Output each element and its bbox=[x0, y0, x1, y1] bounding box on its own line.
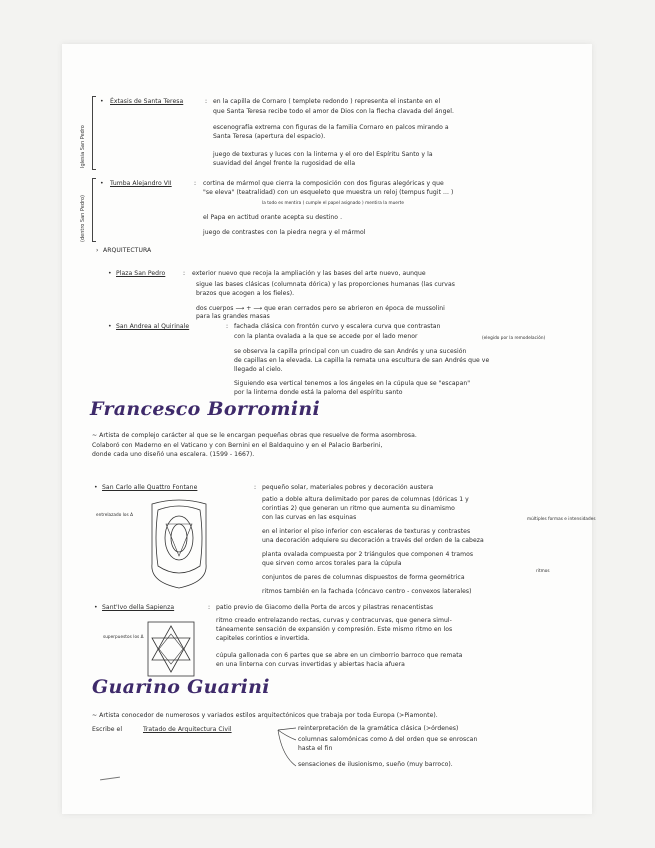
text-line: escenografía extrema con figuras de la familia Cornaro en palcos mirando a bbox=[213, 124, 449, 131]
text-line: Escribe el bbox=[92, 726, 123, 733]
colon: : bbox=[194, 180, 197, 187]
text-line: en una linterna con curvas invertidas y abiertas hacia afuera bbox=[216, 661, 405, 668]
text-line: suavidad del ángel frente la rugosidad de ella bbox=[213, 160, 356, 167]
text-line: que sirven como arcos torales para la cúpula bbox=[262, 560, 402, 567]
text-line: el Papa en actitud orante acepta su destino . bbox=[203, 214, 343, 221]
bracket-2 bbox=[92, 178, 96, 242]
side-note: múltiples formas e intensidades bbox=[527, 516, 596, 521]
figure-label-carlo: entrelazado los Δ bbox=[96, 512, 134, 517]
side-note: (elegido por la remodelación) bbox=[482, 335, 546, 340]
text-line: juego de contrastes con la piedra negra y el mármol bbox=[203, 229, 366, 236]
text-line: una decoración adquiere su decoración a través del orden de la cabeza bbox=[262, 537, 484, 544]
text-line: de capillas en la elevada. La capilla la remata una escultura de san Andrés que ve bbox=[234, 357, 490, 364]
text-line: en el interior el piso inferior con escaleras de texturas y contrastes bbox=[262, 528, 471, 535]
side-note: ritmos bbox=[536, 568, 550, 573]
colon: : bbox=[205, 98, 208, 105]
item-title-andrea: San Andrea al Quirinale bbox=[116, 323, 190, 330]
text-line: táneamente sensación de expansión y compresión. Este mismo ritmo en los bbox=[216, 626, 453, 633]
text-line: Colaboró con Maderno en el Vaticano y con Bernini en el Baldaquino y en el Palacio Barberini, bbox=[92, 442, 383, 449]
text-line: planta ovalada compuesta por 2 triángulos que componen 4 tramos bbox=[262, 551, 474, 558]
text-line: pequeño solar, materiales pobres y decoración austera bbox=[262, 484, 434, 491]
arrow-bullet: › bbox=[96, 247, 99, 254]
bullet: • bbox=[94, 604, 98, 611]
side-label-dentro: (dentro San Pedro) bbox=[80, 195, 86, 242]
colon: : bbox=[208, 604, 211, 611]
item-title-extasis: Éxtasis de Santa Teresa bbox=[110, 98, 184, 105]
text-line: por la linterna donde está la paloma del espíritu santo bbox=[234, 389, 403, 396]
text-line: juego de texturas y luces con la linterna y el oro del Espíritu Santo y la bbox=[213, 151, 433, 158]
bracket-1 bbox=[92, 96, 96, 170]
text-line: llegado al cielo. bbox=[234, 366, 283, 373]
text-line: fachada clásica con frontón curvo y escalera curva que contrastan bbox=[234, 323, 441, 330]
colon: : bbox=[226, 323, 229, 330]
text-line: cortina de mármol que cierra la composición con dos figuras alegóricas y que bbox=[203, 180, 444, 187]
colon: : bbox=[254, 484, 257, 491]
text-line: Santa Teresa (apertura del espacio). bbox=[213, 133, 326, 140]
bullet: • bbox=[108, 323, 112, 330]
text-line: exterior nuevo que recoja la ampliación y las bases del arte nuevo, aunque bbox=[192, 270, 426, 277]
branch-line: hasta el fin bbox=[298, 745, 333, 752]
treatise-title: Tratado de Arquitectura Civil bbox=[143, 726, 232, 733]
text-line: cúpula gallonada con 6 partes que se abre en un cimborrio barroco que remata bbox=[216, 652, 463, 659]
text-line: con las curvas en las esquinas bbox=[262, 514, 357, 521]
branch-line: sensaciones de ilusionismo, sueño (muy barroco). bbox=[298, 761, 453, 768]
text-line: sigue las bases clásicas (columnata dórica) y las proporciones humanas (las curvas bbox=[196, 281, 455, 288]
note-line: la todo es mentira ( cumple el papel asignado ) mentira la muerte bbox=[262, 200, 404, 205]
text-line: que Santa Teresa recibe todo el amor de Dios con la flecha clavada del ángel. bbox=[213, 108, 455, 115]
item-title-plaza: Plaza San Pedro bbox=[116, 270, 166, 277]
text-line: patio previo de Giacomo della Porta de arcos y pilastras renacentistas bbox=[216, 604, 434, 611]
section-header-arquitectura: ARQUITECTURA bbox=[103, 247, 152, 254]
side-label-iglesia: Iglesia San Pedro bbox=[80, 125, 86, 168]
text-line: en la capilla de Cornaro ( templete redondo ) representa el instante en el bbox=[213, 98, 441, 105]
branch-arrows bbox=[276, 726, 300, 774]
text-line: ritmos también en la fachada (cóncavo centro - convexos laterales) bbox=[262, 588, 472, 595]
text-line: capiteles corintios e invertida. bbox=[216, 635, 310, 642]
text-line: patio a doble altura delimitado por pares de columnas (dóricas 1 y bbox=[262, 496, 469, 503]
text-line: ~ Artista conocedor de numerosos y variados estilos arquitectónicos que trabaja por toda Europa (>Piamonte). bbox=[92, 712, 438, 719]
item-title-ivo: Sant'Ivo della Sapienza bbox=[102, 604, 175, 611]
branch-line: reinterpretación de la gramática clásica (>órdenes) bbox=[298, 725, 459, 732]
figure-label-ivo: superpuestos los Δ bbox=[103, 634, 144, 639]
text-line: donde cada uno diseñó una escalera. (1599 - 1667). bbox=[92, 451, 255, 458]
bullet: • bbox=[94, 484, 98, 491]
text-line: brazos que acogen a los fieles). bbox=[196, 290, 295, 297]
heading-borromini: Francesco Borromini bbox=[90, 398, 320, 420]
branch-line: columnas salomónicas como Δ del orden que se enroscan bbox=[298, 736, 478, 743]
text-line: dos cuerpos ⟶ + ⟶ que eran cerrados pero se abrieron en época de mussolini bbox=[196, 305, 445, 312]
text-line: conjuntos de pares de columnas dispuestos de forma geométrica bbox=[262, 574, 465, 581]
san-carlo-plan-sketch bbox=[146, 494, 212, 592]
text-line: para las grandes masas bbox=[196, 313, 270, 320]
colon: : bbox=[183, 270, 186, 277]
text-line: "se eleva" (teatralidad) con un esqueleto que muestra un reloj (tempus fugit ... ) bbox=[203, 189, 454, 196]
bullet: • bbox=[108, 270, 112, 277]
text-line: se observa la capilla principal con un cuadro de san Andrés y una sucesión bbox=[234, 348, 467, 355]
text-line: ritmo creado entrelazando rectas, curvas y contracurvas, que genera simul- bbox=[216, 617, 452, 624]
text-line: con la planta ovalada a la que se accede por el lado menor bbox=[234, 333, 418, 340]
bullet: • bbox=[100, 180, 104, 187]
text-line: ~ Artista de complejo carácter al que se le encargan pequeñas obras que resuelve de forma asombrosa. bbox=[92, 432, 417, 439]
bullet: • bbox=[100, 98, 104, 105]
sant-ivo-star-sketch bbox=[146, 620, 196, 678]
text-line: corintias 2) que generan un ritmo que aumenta su dinamismo bbox=[262, 505, 455, 512]
item-title-carlo: San Carlo alle Quattro Fontane bbox=[102, 484, 198, 491]
item-title-tumba: Tumba Alejandro VII bbox=[110, 180, 172, 187]
heading-guarini: Guarino Guarini bbox=[92, 676, 270, 698]
text-line: Siguiendo esa vertical tenemos a los ángeles en la cúpula que se "escapan" bbox=[234, 380, 471, 387]
